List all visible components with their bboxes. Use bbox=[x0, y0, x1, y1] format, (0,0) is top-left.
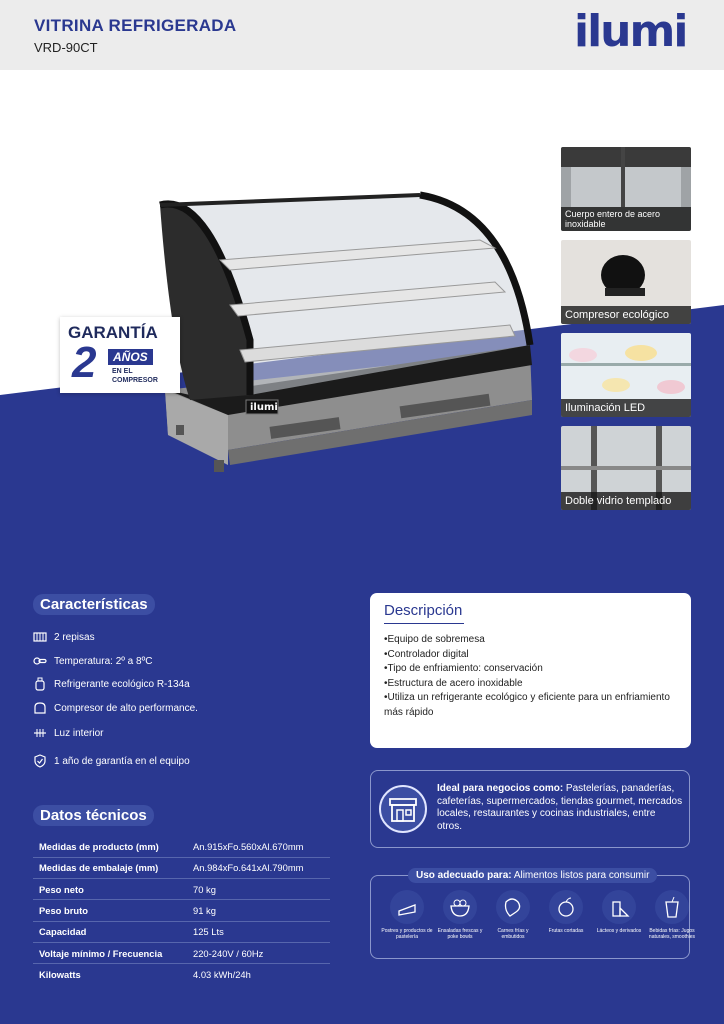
shield-check-icon bbox=[33, 754, 47, 768]
thumbnail-compressor bbox=[561, 240, 691, 324]
ideal-list: Pastelerías, panaderías, cafeterías, supermercados, tiendas gourmet, mercados locales, restaurantes y cocinas industriales, entre otros. bbox=[437, 783, 683, 832]
warranty-years-unit: AÑOS bbox=[108, 349, 153, 365]
spec-value: 91 kg bbox=[187, 900, 330, 921]
product-logo-plate: ilumi bbox=[250, 402, 278, 413]
light-icon bbox=[33, 726, 47, 740]
descripcion-underline bbox=[384, 623, 464, 624]
uso-adecuado-card bbox=[370, 870, 696, 959]
product-model: VRD-90CT bbox=[34, 40, 98, 55]
table-row bbox=[33, 921, 330, 942]
spec-key: Capacidad bbox=[33, 921, 187, 942]
meat-icon bbox=[496, 890, 530, 924]
compressor-icon bbox=[33, 701, 47, 715]
spec-key: Medidas de producto (mm) bbox=[33, 836, 187, 857]
storefront-icon bbox=[379, 785, 427, 833]
tech-specs-table bbox=[33, 836, 330, 985]
warranty-years-number: 2 bbox=[72, 338, 97, 387]
spec-value: An.915xFo.560xAl.670mm bbox=[187, 836, 330, 857]
descripcion-item: •Controlador digital bbox=[384, 648, 469, 660]
feature-item bbox=[33, 677, 190, 691]
feature-text: Refrigerante ecológico R-134a bbox=[54, 678, 190, 690]
refrigerated-display-image bbox=[150, 190, 540, 480]
salad-bowl-icon bbox=[443, 890, 477, 924]
feature-item bbox=[33, 630, 95, 644]
spec-key: Voltaje mínimo / Frecuencia bbox=[33, 942, 187, 963]
feature-text: 2 repisas bbox=[54, 631, 95, 643]
feature-text: Compresor de alto performance. bbox=[54, 702, 198, 714]
warranty-title: GARANTÍA bbox=[68, 323, 158, 342]
ideal-label: Ideal para negocios como: bbox=[437, 783, 564, 794]
dairy-icon bbox=[602, 890, 636, 924]
uso-item-label: Bebidas frías: Jugos naturales, smoothies bbox=[648, 928, 696, 940]
uso-item-label: Frutas cortadas bbox=[548, 928, 584, 934]
cake-icon bbox=[390, 890, 424, 924]
thumbnail-led bbox=[561, 333, 691, 417]
uso-item-label: Postres y productos de pastelería bbox=[381, 928, 433, 940]
drinks-icon bbox=[655, 890, 689, 924]
spec-value: 220-240V / 60Hz bbox=[187, 942, 330, 963]
uso-item-label: Carnes frías y embutidos bbox=[497, 928, 529, 940]
thumbnail-caption: Doble vidrio templado bbox=[561, 492, 691, 510]
uso-item bbox=[487, 890, 539, 940]
feature-item bbox=[33, 701, 198, 715]
uso-label: Uso adecuado para: bbox=[416, 870, 512, 881]
warranty-line2: COMPRESOR bbox=[112, 377, 158, 384]
spec-key: Peso bruto bbox=[33, 900, 187, 921]
thumbnail-glass bbox=[561, 426, 691, 510]
uso-item bbox=[434, 890, 486, 940]
warranty-badge bbox=[60, 317, 180, 393]
thumbnail-caption: Compresor ecológico bbox=[561, 306, 691, 324]
uso-item bbox=[381, 890, 433, 940]
feature-text: Temperatura: 2º a 8ºC bbox=[54, 655, 153, 667]
warranty-line1: EN EL bbox=[112, 368, 133, 375]
descripcion-list bbox=[384, 633, 679, 721]
feature-text: Luz interior bbox=[54, 727, 104, 739]
fruit-icon bbox=[549, 890, 583, 924]
brand-logo: ilumi bbox=[574, 6, 687, 57]
uso-adecuado-heading bbox=[408, 868, 657, 883]
shelves-icon bbox=[33, 630, 47, 644]
spec-key: Peso neto bbox=[33, 879, 187, 900]
spec-key: Medidas de embalaje (mm) bbox=[33, 857, 187, 878]
table-row bbox=[33, 964, 330, 985]
caracteristicas-heading: Características bbox=[33, 594, 155, 615]
thumbnail-caption: Cuerpo entero de acero inoxidable bbox=[561, 207, 691, 231]
feature-item bbox=[33, 654, 152, 668]
descripcion-item: •Tipo de enfriamiento: conservación bbox=[384, 663, 543, 675]
feature-item bbox=[33, 754, 190, 768]
product-title: VITRINA REFRIGERADA bbox=[34, 16, 237, 35]
thumbnail-caption: Iluminación LED bbox=[561, 399, 691, 417]
spec-value: 70 kg bbox=[187, 879, 330, 900]
table-row bbox=[33, 900, 330, 921]
uso-item bbox=[593, 890, 645, 934]
feature-item bbox=[33, 726, 103, 740]
uso-item bbox=[540, 890, 592, 934]
descripcion-item: •Equipo de sobremesa bbox=[384, 634, 485, 645]
descripcion-card bbox=[370, 593, 691, 748]
uso-item-label: Lácteos y derivados bbox=[596, 928, 642, 934]
uso-text: Alimentos listos para consumir bbox=[511, 870, 650, 881]
descripcion-heading: Descripción bbox=[384, 602, 463, 619]
table-row bbox=[33, 942, 330, 963]
descripcion-item: •Utiliza un refrigerante ecológico y eficiente para un enfriamiento más rápido bbox=[384, 692, 670, 718]
spec-value: An.984xFo.641xAl.790mm bbox=[187, 857, 330, 878]
feature-text: 1 año de garantía en el equipo bbox=[54, 755, 190, 767]
table-row bbox=[33, 836, 330, 857]
table-row bbox=[33, 857, 330, 878]
ideal-businesses-text bbox=[437, 783, 683, 833]
table-row bbox=[33, 879, 330, 900]
uso-item-label: Ensaladas frescas y poke bowls bbox=[437, 928, 483, 940]
header-bar bbox=[0, 0, 724, 70]
spec-key: Kilowatts bbox=[39, 969, 81, 981]
uso-item bbox=[646, 890, 698, 940]
ideal-businesses-card bbox=[370, 770, 690, 848]
thumbnail-stainless-body bbox=[561, 147, 691, 231]
datos-tecnicos-heading: Datos técnicos bbox=[33, 805, 154, 826]
descripcion-item: •Estructura de acero inoxidable bbox=[384, 677, 523, 689]
spec-value: 125 Lts bbox=[187, 921, 330, 942]
thermometer-icon bbox=[33, 654, 47, 668]
spec-value: 4.03 kWh/24h bbox=[193, 969, 251, 981]
refrigerant-bottle-icon bbox=[33, 677, 47, 691]
